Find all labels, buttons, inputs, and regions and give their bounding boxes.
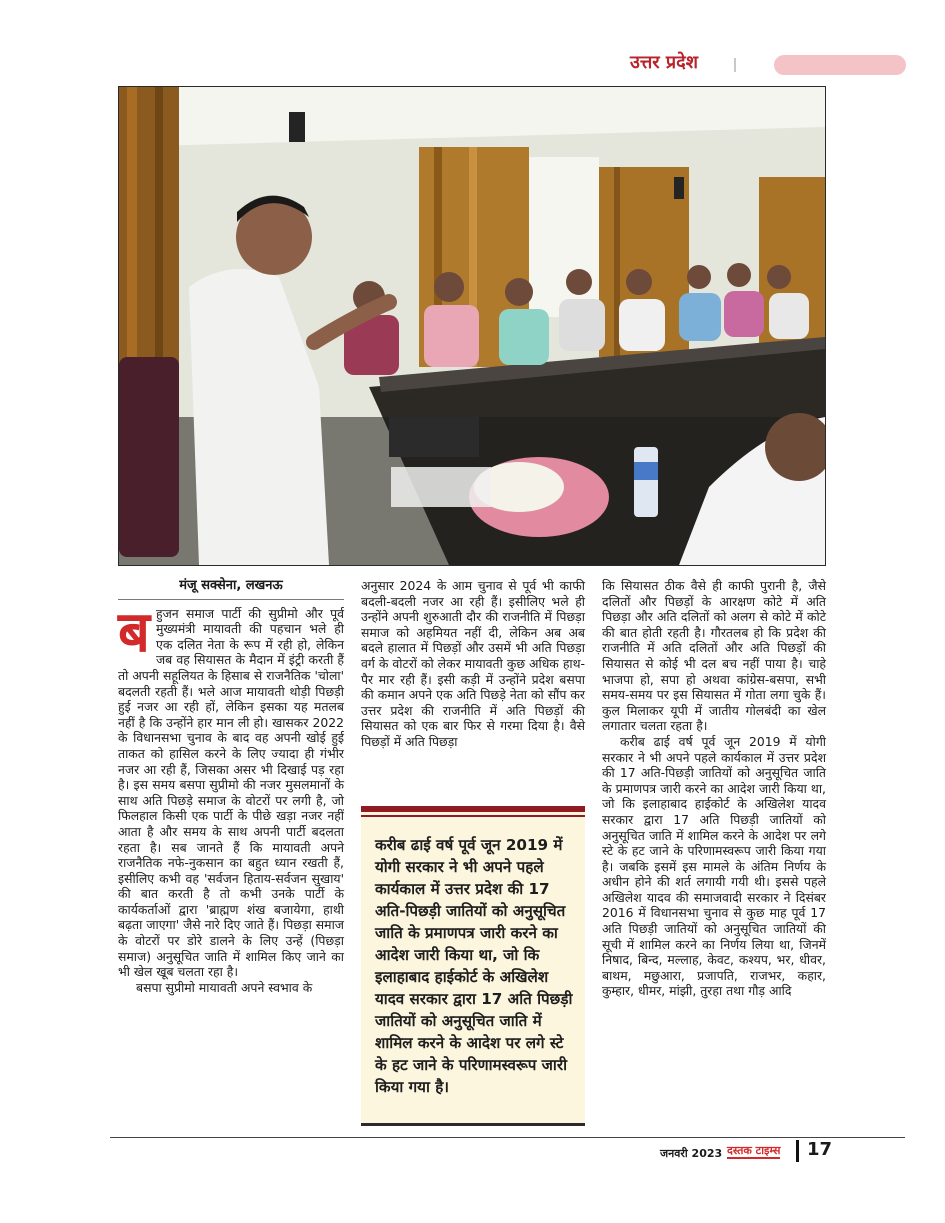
meeting-photo xyxy=(118,86,826,566)
intro-text: हुजन समाज पार्टी की सुप्रीमो और पूर्व मुख्यमंत्री मायावती की पहचान भले ही एक दलित नेता के रूप में रही हो, लेकिन जब वह सियासत के मैदान में इंट्री करती हैं तो अपनी सहूलियत के हिसाब से राजनैतिक 'चोला' बदलती रहती हैं। भले आज मायावती थोड़ी पिछड़ी हुई नजर आ रही हों, लेकिन इसका यह मतलब नहीं है कि उन्होंने हार मान ली हो। खासकर 2022 के विधानसभा चुनाव के बाद वह अपनी खोई हुई ताकत को हासिल करने के लिए ज्यादा ही गंभीर नजर आ रही हैं, जिसका असर भी दिखाई पड़ रहा है। इस समय बसपा सुप्रीमो की नजर मुसलमानों के साथ अति पिछड़े समाज के वोटरों पर लगी है, जो फिलहाल किसी एक पार्टी के पीछे खड़ा नजर नहीं आता है और समय के साथ अपनी पार्टी बदलता रहता है। सब जानते हैं कि मायावती अपने राजनैतिक नफे-नुकसान का बहुत ध्यान रखती हैं, इसीलिए कभी वह 'सर्वजन हिताय-सर्वजन सुखाय' की बात करती है तो कभी उनके पार्टी के कार्यकर्ताओं द्वारा 'ब्राह्मण शंख बजायेगा, हाथी बढ़ता जाएगा' जैसे नारे दिए जाते हैं। पिछड़ा समाज के वोटरों पर डोरे डालने के लिए उन्हें (पिछड़ा समाज) अनुसूचित जाति में शामिल किए जाने का भी खेल खूब चलता रहा है। xyxy=(118,605,344,980)
intro-paragraph xyxy=(118,599,344,980)
article-column-1 xyxy=(118,578,344,995)
article-column-3 xyxy=(602,578,826,999)
column-3-text: कि सियासत ठीक वैसे ही काफी पुरानी है, जैसे दलितों और पिछड़ों के आरक्षण कोटे में अति पिछड़ा और अति दलितों को अलग से कोटे में कोटे की बात होती रहती है। गौरतलब हो कि प्रदेश की राजनीति में अति दलितों और अति पिछड़ों की सियासत से कोई भी दल बच नहीं पाया है। चाहे भाजपा हो, सपा हो अथवा कांग्रेस-बसपा, सभी समय-समय पर इस सियासत में गोता लगा चुके हैं। कुल मिलाकर यूपी में जातीय गोलबंदी का खेल लगातार चलता रहता है। xyxy=(602,578,826,734)
footer-rule xyxy=(110,1137,905,1138)
section-title: उत्तर प्रदेश xyxy=(630,52,698,73)
column-3-paragraph-2: करीब ढाई वर्ष पूर्व जून 2019 में योगी सरकार ने भी अपने पहले कार्यकाल में उत्तर प्रदेश की 17 अति-पिछड़ी जातियों को अनुसूचित जाति के प्रमाणपत्र जारी करने का आदेश जारी किया था, जो कि इलाहाबाद हाईकोर्ट के अखिलेश यादव सरकार द्वारा 17 अति पिछड़ी जातियों को अनुसूचित जाति में शामिल करने के आदेश पर लगे स्टे के हट जाने के परिणामस्वरूप जारी किया गया है। जबकि इसमें इस मामले के अंतिम निर्णय के अधीन होने की शर्त लगायी गयी थी। इससे पहले अखिलेश यादव की समाजवादी सरकार ने दिसंबर 2016 में विधानसभा चुनाव से कुछ माह पूर्व 17 अति पिछड़ी जातियों को अनुसूचित जातियों की सूची में शामिल करने का निर्णय लिया था, जिनमें निषाद, बिन्द, मल्लाह, केवट, कश्यप, भर, धीवर, बाथम, मछुआरा, प्रजापति, राजभर, कहार, कुम्हार, धीमर, मांझी, तुरहा तथा गौड़ आदि xyxy=(602,733,826,999)
byline: मंजू सक्सेना, लखनऊ xyxy=(118,578,344,600)
issue-date: जनवरी 2023 xyxy=(660,1147,723,1160)
page-number: 17 xyxy=(807,1139,833,1160)
meeting-photo-illustration xyxy=(119,87,825,565)
footer-separator xyxy=(796,1140,799,1162)
column-2-text: अनुसार 2024 के आम चुनाव से पूर्व भी काफी बदली-बदली नजर आ रही हैं। इसीलिए भले ही उन्होंने अपनी शुरुआती दौर की राजनीति में पिछड़ा समाज को अहमियत नहीं दी, लेकिन अब अब बदले हालात में पिछड़ों और उसमें भी अति पिछड़ा वर्ग के वोटरों को लेकर मायावती कुछ अधिक हाथ-पैर मार रही हैं। इसी कड़ी में उन्होंने प्रदेश बसपा की कमान अपने एक अति पिछड़े नेता को सौंप कर उत्तर प्रदेश की राजनीति में अति पिछड़ों की सियासत को एक बार फिर से गरमा दिया है। वैसे पिछड़ों में अति पिछड़ा xyxy=(361,578,585,749)
paragraph-2: बसपा सुप्रीमो मायावती अपने स्वभाव के xyxy=(136,979,313,995)
section-pill xyxy=(774,55,906,75)
drop-cap: ब xyxy=(118,599,150,665)
magazine-logo: दस्तक टाइम्स xyxy=(727,1144,781,1157)
pull-quote: करीब ढाई वर्ष पूर्व जून 2019 में योगी सरकार ने भी अपने पहले कार्यकाल में उत्तर प्रदेश की 17 अति-पिछड़ी जातियों को अनुसूचित जाति के प्रमाणपत्र जारी करने का आदेश जारी किया था, जो कि इलाहाबाद हाईकोर्ट के अखिलेश यादव सरकार द्वारा 17 अति पिछड़ी जातियों को अनुसूचित जाति में शामिल करने के आदेश पर लगे स्टे के हट जाने के परिणामस्वरूप जारी किया गया है। xyxy=(361,806,585,1126)
article-column-2 xyxy=(361,578,585,750)
section-divider xyxy=(734,58,736,72)
